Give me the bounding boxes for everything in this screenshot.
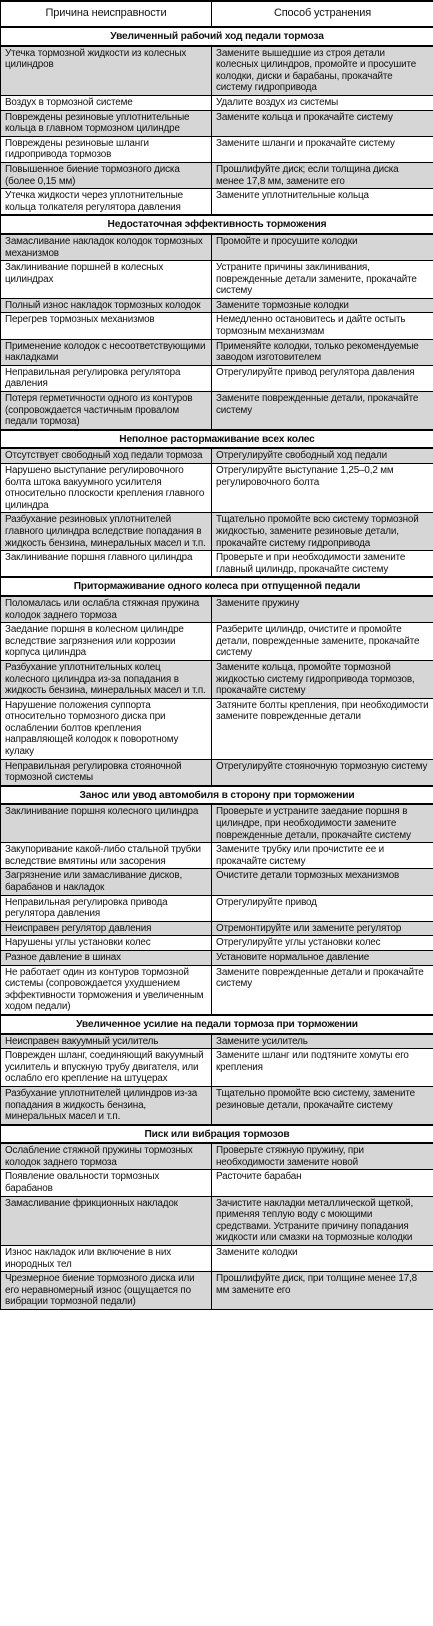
cause-cell: Заклинивание поршня колесного цилиндра [1, 804, 212, 842]
remedy-cell: Отрегулируйте стояночную тормозную систему [212, 759, 433, 786]
table-row [1, 448, 433, 463]
cause-cell: Перегрев тормозных механизмов [1, 313, 212, 339]
remedy-cell: Замените колодки [212, 1246, 433, 1272]
cause-cell: Появление овальности тормозных барабанов [1, 1170, 212, 1196]
remedy-cell: Немедленно остановитесь и дайте остыть тормозным механизмам [212, 313, 433, 339]
cause-cell: Заклинивание поршня главного цилиндра [1, 551, 212, 578]
remedy-cell: Отрегулируйте выступание 1,25–0,2 мм регулировочного болта [212, 464, 433, 513]
cause-cell: Замасливание фрикционных накладок [1, 1196, 212, 1245]
remedy-cell: Замените поврежденные детали, прокачайте систему [212, 392, 433, 430]
cause-cell: Разбухание уплотнителей цилиндров из-за попадания в жидкость бензина, минеральных масел и т.п. [1, 1086, 212, 1124]
table-row [1, 1034, 433, 1049]
table-row [1, 551, 433, 578]
section-row [1, 430, 433, 449]
table-row [1, 464, 433, 513]
table-row [1, 261, 433, 299]
table-row [1, 110, 433, 136]
table-row [1, 1170, 433, 1196]
section-row [1, 27, 433, 46]
cause-cell: Воздух в тормозной системе [1, 95, 212, 110]
remedy-cell: Удалите воздух из системы [212, 95, 433, 110]
section-row [1, 1015, 433, 1034]
table-row [1, 596, 433, 623]
table-row [1, 921, 433, 936]
table-row [1, 1196, 433, 1245]
remedy-cell: Тщательно промойте всю систему, замените резиновые детали, прокачайте систему [212, 1086, 433, 1124]
cause-cell: Разное давление в шинах [1, 950, 212, 965]
cause-cell: Повреждены резиновые шланги гидропривода тормозов [1, 136, 212, 162]
cause-cell: Чрезмерное биение тормозного диска или его неравномерный износ (ощущается по вибрации тормозной педали) [1, 1272, 212, 1310]
cause-cell: Закупоривание какой-либо стальной трубки вследствие вмятины или засорения [1, 843, 212, 869]
cause-cell: Утечка тормозной жидкости из колесных цилиндров [1, 46, 212, 96]
remedy-cell: Применяйте колодки, только рекомендуемые заводом изготовителем [212, 339, 433, 365]
table-row [1, 95, 433, 110]
cause-cell: Заклинивание поршней в колесных цилиндрах [1, 261, 212, 299]
table-row [1, 623, 433, 661]
cause-cell: Замасливание накладок колодок тормозных механизмов [1, 234, 212, 261]
cause-cell: Поломалась или ослабла стяжная пружина колодок заднего тормоза [1, 596, 212, 623]
remedy-cell: Отрегулируйте углы установки колес [212, 936, 433, 951]
cause-cell: Загрязнение или замасливание дисков, барабанов и накладок [1, 869, 212, 895]
table-row [1, 1086, 433, 1124]
cause-cell: Нарушение положения суппорта относительно тормозного диска при ослаблении болтов крепления направляющей колодок к поворотному кулаку [1, 698, 212, 759]
table-row [1, 1272, 433, 1310]
cause-cell: Нарушены углы установки колес [1, 936, 212, 951]
table-row [1, 660, 433, 698]
table-row [1, 313, 433, 339]
remedy-cell: Прошлифуйте диск, при толщине менее 17,8 мм замените его [212, 1272, 433, 1310]
remedy-cell: Замените вышедшие из строя детали колесных цилиндров, промойте и просушите колодки, диски и барабаны, прокачайте систему гидропривода [212, 46, 433, 96]
table-row [1, 804, 433, 842]
cause-cell: Разбухание резиновых уплотнителей главного цилиндра вследствие попадания в жидкость бензина, минеральных масел и т.п. [1, 513, 212, 551]
remedy-cell: Отремонтируйте или замените регулятор [212, 921, 433, 936]
section-title: Писк или вибрация тормозов [1, 1125, 433, 1144]
section-row [1, 1125, 433, 1144]
section-title: Увеличенный рабочий ход педали тормоза [1, 27, 433, 46]
cause-cell: Утечка жидкости через уплотнительные кольца толкателя регулятора давления [1, 189, 212, 216]
section-title: Притормаживание одного колеса при отпущенной педали [1, 577, 433, 596]
cause-cell: Полный износ накладок тормозных колодок [1, 298, 212, 313]
table-row [1, 895, 433, 921]
table-row [1, 759, 433, 786]
cause-cell: Износ накладок или включение в них инородных тел [1, 1246, 212, 1272]
remedy-cell: Замените тормозные колодки [212, 298, 433, 313]
table-row [1, 46, 433, 96]
cause-cell: Не работает один из контуров тормозной системы (сопровождается ухудшением эффективности торможения и увеличенным ходом педали) [1, 965, 212, 1015]
section-title: Увеличенное усилие на педали тормоза при торможении [1, 1015, 433, 1034]
remedy-cell: Замените поврежденные детали и прокачайте систему [212, 965, 433, 1015]
table-row [1, 936, 433, 951]
cause-cell: Заедание поршня в колесном цилиндре вследствие загрязнения или коррозии корпуса цилиндра [1, 623, 212, 661]
cause-cell: Разбухание уплотнительных колец колесного цилиндра из-за попадания в жидкость бензина, минеральных масел и т.п. [1, 660, 212, 698]
remedy-cell: Установите нормальное давление [212, 950, 433, 965]
remedy-cell: Замените уплотнительные кольца [212, 189, 433, 216]
remedy-cell: Зачистите накладки металлической щеткой, применяя теплую воду с моющими средствами. Устраните причину попадания жидкости или смазки на тормозные колодки [212, 1196, 433, 1245]
cause-cell: Неисправен вакуумный усилитель [1, 1034, 212, 1049]
remedy-cell: Разберите цилиндр, очистите и промойте детали, поврежденные замените, прокачайте систему [212, 623, 433, 661]
table-row [1, 136, 433, 162]
remedy-cell: Отрегулируйте привод регулятора давления [212, 365, 433, 391]
table-row [1, 392, 433, 430]
remedy-cell: Замените пружину [212, 596, 433, 623]
remedy-cell: Затяните болты крепления, при необходимости замените поврежденные детали [212, 698, 433, 759]
remedy-cell: Проверьте и устраните заедание поршня в цилиндре, при необходимости замените поврежденные детали, прокачайте систему [212, 804, 433, 842]
cause-cell: Неправильная регулировка привода регулятора давления [1, 895, 212, 921]
remedy-cell: Замените усилитель [212, 1034, 433, 1049]
table-row [1, 513, 433, 551]
section-row [1, 215, 433, 234]
remedy-cell: Устраните причины заклинивания, поврежденные детали замените, прокачайте систему [212, 261, 433, 299]
remedy-cell: Замените трубку или прочистите ее и прокачайте систему [212, 843, 433, 869]
table-body [1, 27, 433, 1310]
remedy-cell: Замените шланги и прокачайте систему [212, 136, 433, 162]
header-row [1, 1, 433, 27]
header-remedy: Способ устранения [212, 1, 433, 27]
cause-cell: Неправильная регулировка регулятора давления [1, 365, 212, 391]
table-row [1, 843, 433, 869]
remedy-cell: Очистите детали тормозных механизмов [212, 869, 433, 895]
cause-cell: Неисправен регулятор давления [1, 921, 212, 936]
table-row [1, 234, 433, 261]
cause-cell: Поврежден шланг, соединяющий вакуумный усилитель и впускную трубу двигателя, или ослабло его крепление на штуцерах [1, 1049, 212, 1087]
table-row [1, 298, 433, 313]
table-row [1, 339, 433, 365]
remedy-cell: Расточите барабан [212, 1170, 433, 1196]
cause-cell: Неправильная регулировка стояночной тормозной системы [1, 759, 212, 786]
remedy-cell: Замените шланг или подтяните хомуты его крепления [212, 1049, 433, 1087]
section-row [1, 577, 433, 596]
remedy-cell: Замените кольца, промойте тормозной жидкостью систему гидропривода тормозов, прокачайте систему [212, 660, 433, 698]
remedy-cell: Прошлифуйте диск; если толщина диска менее 17,8 мм, замените его [212, 162, 433, 188]
table-row [1, 950, 433, 965]
remedy-cell: Тщательно промойте всю систему тормозной жидкостью, замените резиновые детали, прокачайте систему гидропривода [212, 513, 433, 551]
section-title: Занос или увод автомобиля в сторону при торможении [1, 786, 433, 805]
table-row [1, 965, 433, 1015]
table-row [1, 869, 433, 895]
remedy-cell: Проверьте и при необходимости замените главный цилиндр, прокачайте систему [212, 551, 433, 578]
cause-cell: Повышенное биение тормозного диска (более 0,15 мм) [1, 162, 212, 188]
remedy-cell: Промойте и просушите колодки [212, 234, 433, 261]
table-row [1, 698, 433, 759]
section-title: Неполное растормаживание всех колес [1, 430, 433, 449]
remedy-cell: Проверьте стяжную пружину, при необходимости замените новой [212, 1143, 433, 1170]
table-row [1, 1049, 433, 1087]
cause-cell: Применение колодок с несоответствующими накладками [1, 339, 212, 365]
cause-cell: Ослабление стяжной пружины тормозных колодок заднего тормоза [1, 1143, 212, 1170]
table-row [1, 1246, 433, 1272]
table-row [1, 365, 433, 391]
header-cause: Причина неисправности [1, 1, 212, 27]
cause-cell: Повреждены резиновые уплотнительные кольца в главном тормозном цилиндре [1, 110, 212, 136]
section-row [1, 786, 433, 805]
remedy-cell: Замените кольца и прокачайте систему [212, 110, 433, 136]
table-row [1, 189, 433, 216]
remedy-cell: Отрегулируйте привод [212, 895, 433, 921]
cause-cell: Нарушено выступание регулировочного болта штока вакуумного усилителя относительно плоскости крепления главного цилиндра [1, 464, 212, 513]
table-row [1, 1143, 433, 1170]
cause-cell: Отсутствует свободный ход педали тормоза [1, 448, 212, 463]
remedy-cell: Отрегулируйте свободный ход педали [212, 448, 433, 463]
table-row [1, 162, 433, 188]
cause-cell: Потеря герметичности одного из контуров (сопровождается частичным провалом педали тормоза) [1, 392, 212, 430]
section-title: Недостаточная эффективность торможения [1, 215, 433, 234]
